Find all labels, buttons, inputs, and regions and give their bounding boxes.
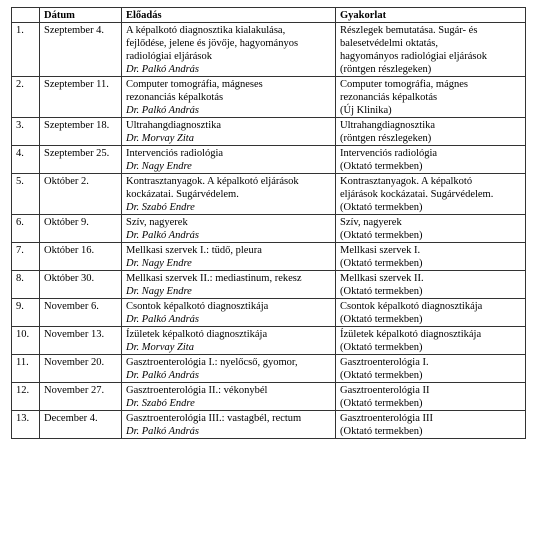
practice-line: (Oktató termekben): [340, 314, 423, 325]
row-number: 8.: [12, 271, 40, 299]
row-lecture: [122, 271, 336, 299]
row-practice: [336, 118, 526, 146]
row-lecture: [122, 411, 336, 439]
row-number: 7.: [12, 243, 40, 271]
practice-line: Csontok képalkotó diagnosztikája: [340, 301, 483, 312]
table-row: [12, 146, 526, 174]
row-lecture: [122, 174, 336, 215]
row-lecture: [122, 146, 336, 174]
row-number: 2.: [12, 77, 40, 118]
row-practice: [336, 174, 526, 215]
header-row: [12, 8, 526, 23]
practice-line: Computer tomográfia, mágnes: [340, 79, 469, 90]
lecturer-name: Dr. Palkó András: [126, 64, 200, 75]
lecture-line: A képalkotó diagnosztika kialakulása,: [126, 25, 286, 36]
practice-line: Ultrahangdiagnosztika: [340, 120, 436, 131]
row-number: 11.: [12, 355, 40, 383]
row-practice: [336, 77, 526, 118]
row-lecture: [122, 327, 336, 355]
row-lecture: [122, 77, 336, 118]
row-number: 12.: [12, 383, 40, 411]
row-lecture: [122, 243, 336, 271]
practice-line: (Oktató termekben): [340, 426, 423, 437]
practice-line: Intervenciós radiológia: [340, 148, 438, 159]
schedule-body: [12, 23, 526, 439]
lecturer-name: Dr. Morvay Zita: [126, 133, 194, 144]
lecture-line: Ízületek képalkotó diagnosztikája: [126, 329, 268, 340]
row-lecture: [122, 355, 336, 383]
row-date: Szeptember 18.: [40, 118, 122, 146]
table-row: [12, 327, 526, 355]
table-row: [12, 355, 526, 383]
row-practice: [336, 146, 526, 174]
lecturer-name: Dr. Nagy Endre: [126, 258, 192, 269]
lecturer-name: Dr. Szabó Endre: [126, 202, 195, 213]
practice-line: Gasztroenterológia III: [340, 413, 433, 424]
practice-line: (Oktató termekben): [340, 342, 423, 353]
table-row: [12, 77, 526, 118]
table-row: [12, 411, 526, 439]
row-number: 4.: [12, 146, 40, 174]
practice-line: (Oktató termekben): [340, 230, 423, 241]
practice-line: Kontrasztanyagok. A képalkotó: [340, 176, 473, 187]
practice-line: (Oktató termekben): [340, 161, 423, 172]
practice-line: Részlegek bemutatása. Sugár- és: [340, 25, 478, 36]
table-row: [12, 243, 526, 271]
practice-line: Gasztroenterológia II: [340, 385, 430, 396]
row-practice: [336, 327, 526, 355]
table-row: [12, 23, 526, 77]
lecture-line: rezonanciás képalkotás: [126, 92, 224, 103]
practice-line: Gasztroenterológia I.: [340, 357, 429, 368]
table-row: [12, 383, 526, 411]
row-practice: [336, 383, 526, 411]
lecturer-name: Dr. Szabó Endre: [126, 398, 195, 409]
row-date: Október 30.: [40, 271, 122, 299]
table-row: [12, 299, 526, 327]
lecturer-name: Dr. Palkó András: [126, 426, 200, 437]
row-practice: [336, 215, 526, 243]
table-row: [12, 118, 526, 146]
row-lecture: [122, 23, 336, 77]
table-row: [12, 174, 526, 215]
schedule-table: [11, 7, 526, 439]
practice-line: hagyományos radiológiai eljárások: [340, 51, 487, 62]
lecture-line: radiológiai eljárások: [126, 51, 213, 62]
row-date: November 20.: [40, 355, 122, 383]
practice-line: (Új Klinika): [340, 105, 392, 116]
row-practice: [336, 23, 526, 77]
row-date: Október 9.: [40, 215, 122, 243]
practice-line: (Oktató termekben): [340, 202, 423, 213]
lecturer-name: Dr. Morvay Zita: [126, 342, 194, 353]
header-number: [12, 8, 40, 23]
lecture-line: Ultrahangdiagnosztika: [126, 120, 222, 131]
row-date: November 6.: [40, 299, 122, 327]
practice-line: (Oktató termekben): [340, 286, 423, 297]
lecture-line: fejlődése, jelene és jövője, hagyományos: [126, 38, 299, 49]
lecture-line: kockázatai. Sugárvédelem.: [126, 189, 239, 200]
practice-line: (röntgen részlegeken): [340, 64, 432, 75]
row-date: Október 2.: [40, 174, 122, 215]
lecturer-name: Dr. Nagy Endre: [126, 161, 192, 172]
lecturer-name: Dr. Palkó András: [126, 370, 200, 381]
table-row: [12, 215, 526, 243]
lecture-line: Szív, nagyerek: [126, 217, 188, 228]
row-number: 6.: [12, 215, 40, 243]
row-date: December 4.: [40, 411, 122, 439]
row-practice: [336, 411, 526, 439]
lecture-line: Gasztroenterológia III.: vastagbél, rectum: [126, 413, 302, 424]
row-date: Szeptember 4.: [40, 23, 122, 77]
row-number: 5.: [12, 174, 40, 215]
lecture-line: Intervenciós radiológia: [126, 148, 224, 159]
header-lecture: Előadás: [122, 8, 336, 23]
practice-line: (Oktató termekben): [340, 370, 423, 381]
lecture-line: Kontrasztanyagok. A képalkotó eljárások: [126, 176, 299, 187]
practice-line: (Oktató termekben): [340, 398, 423, 409]
practice-line: (Oktató termekben): [340, 258, 423, 269]
row-date: Szeptember 25.: [40, 146, 122, 174]
practice-line: Ízületek képalkotó diagnosztikája: [340, 329, 482, 340]
practice-line: Szív, nagyerek: [340, 217, 402, 228]
row-practice: [336, 243, 526, 271]
row-number: 10.: [12, 327, 40, 355]
row-date: Október 16.: [40, 243, 122, 271]
practice-line: Mellkasi szervek II.: [340, 273, 424, 284]
row-number: 1.: [12, 23, 40, 77]
row-lecture: [122, 118, 336, 146]
lecturer-name: Dr. Nagy Endre: [126, 286, 192, 297]
row-number: 13.: [12, 411, 40, 439]
row-practice: [336, 299, 526, 327]
lecture-line: Mellkasi szervek II.: mediastinum, rekesz: [126, 273, 302, 284]
lecturer-name: Dr. Palkó András: [126, 105, 200, 116]
lecture-line: Mellkasi szervek I.: tüdő, pleura: [126, 245, 262, 256]
row-lecture: [122, 383, 336, 411]
lecture-line: Gasztroenterológia I.: nyelőcső, gyomor,: [126, 357, 298, 368]
lecture-line: Csontok képalkotó diagnosztikája: [126, 301, 269, 312]
row-practice: [336, 271, 526, 299]
row-lecture: [122, 299, 336, 327]
practice-line: eljárások kockázatai. Sugárvédelem.: [340, 189, 494, 200]
row-date: November 13.: [40, 327, 122, 355]
table-row: [12, 271, 526, 299]
row-practice: [336, 355, 526, 383]
row-date: Szeptember 11.: [40, 77, 122, 118]
practice-line: balesetvédelmi oktatás,: [340, 38, 438, 49]
practice-line: (röntgen részlegeken): [340, 133, 432, 144]
header-date: Dátum: [40, 8, 122, 23]
row-number: 3.: [12, 118, 40, 146]
row-lecture: [122, 215, 336, 243]
practice-line: rezonanciás képalkotás: [340, 92, 438, 103]
row-date: November 27.: [40, 383, 122, 411]
lecture-line: Gasztroenterológia II.: vékonybél: [126, 385, 268, 396]
practice-line: Mellkasi szervek I.: [340, 245, 421, 256]
header-practice: Gyakorlat: [336, 8, 526, 23]
row-number: 9.: [12, 299, 40, 327]
lecture-line: Computer tomográfia, mágneses: [126, 79, 263, 90]
lecturer-name: Dr. Palkó András: [126, 230, 200, 241]
lecturer-name: Dr. Palkó András: [126, 314, 200, 325]
